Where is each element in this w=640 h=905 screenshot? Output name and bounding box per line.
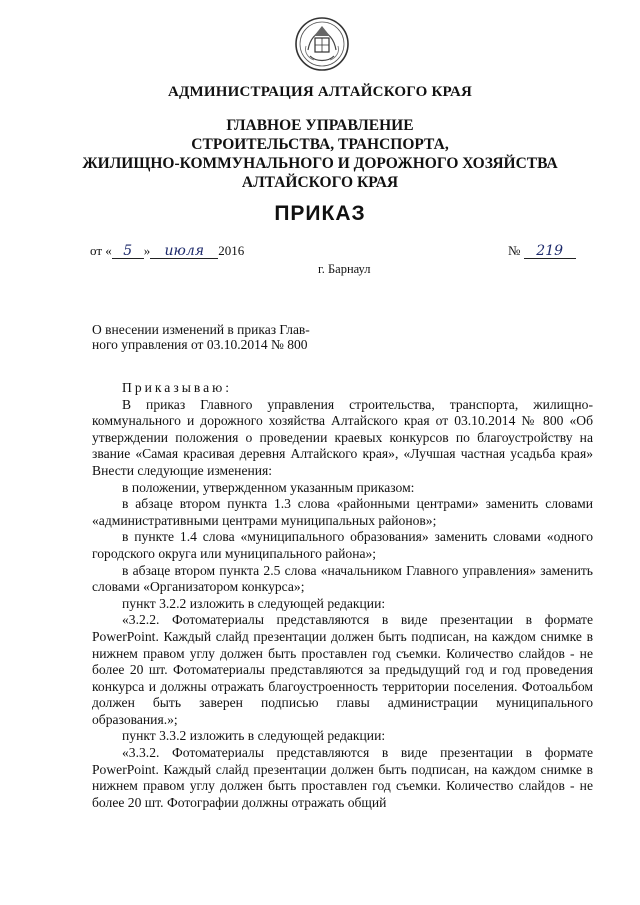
agency-name: АДМИНИСТРАЦИЯ АЛТАЙСКОГО КРАЯ [167,84,473,100]
body-paragraph: пункт 3.3.2 изложить в следующей редакции: [122,728,386,744]
order-date [90,243,244,259]
department-name [0,116,640,192]
order-number [508,243,576,259]
number-value: 219 [524,244,576,259]
date-mid: » [143,243,151,258]
number-prefix: № [508,243,521,258]
order-body [92,380,593,811]
department-line: ЖИЛИЩНО-КОММУНАЛЬНОГО И ДОРОЖНОГО ХОЗЯЙСТВА [82,155,558,172]
body-paragraph: в абзаце втором пункта 2.5 слова «начальником Главного управления» заменить словами «Организатором конкурса»; [92,562,593,595]
body-paragraph: «3.2.2. Фотоматериалы представляются в виде презентации в формате PowerPoint. Каждый слайд презентации должен быть подписан, на каждом снимке в нижнем правом углу должен быть проставлен год съемки. Количество слайдов - не более 20 шт. Фотоматериалы представляются за предыдущий год и год проведения конкурса и должны отражать благоустроенность территории поселения. Фотоальбом должен быть заверен подписью главы администрации муниципального образования.»; [92,612,593,727]
body-paragraph: в пункте 1.4 слова «муниципального образования» заменить словами «одного городского округа или муниципального района»; [92,529,593,561]
subject-line: ного управления от 03.10.2014 № 800 [92,337,308,352]
document-type-title: ПРИКАЗ [274,202,366,225]
department-line: СТРОИТЕЛЬСТВА, ТРАНСПОРТА, [191,136,449,153]
body-paragraph: в положении, утвержденном указанным приказом: [122,479,415,495]
body-paragraph: пункт 3.2.2 изложить в следующей редакции: [122,595,386,611]
department-line: ГЛАВНОЕ УПРАВЛЕНИЕ [226,117,414,134]
body-paragraph: в абзаце втором пункта 1.3 слова «районными центрами» заменить словами «административными центрами муниципальных районов»; [92,496,593,528]
coat-of-arms-icon [294,16,350,72]
body-paragraph: В приказ Главного управления строительства, транспорта, жилищно-коммунального и дорожного хозяйства Алтайского края от 03.10.2014 № 800 «Об утверждении положения о проведении краевых конкурсов по благоустройству на звание «Самая красивая деревня Алтайского края», «Лучшая частная усадьба края» Внести следующие изменения: [92,396,593,478]
body-paragraph: «3.3.2. Фотоматериалы представляются в виде презентации в формате PowerPoint. Каждый слайд презентации должен быть подписан, на каждом снимке в нижнем правом углу должен быть проставлен год съемки. Количество слайдов - не более 20 шт. Фотографии должны отражать общий [92,745,593,810]
city-name: г. Барнаул [318,262,371,276]
subject-line: О внесении изменений в приказ Глав- [92,322,310,337]
department-line: АЛТАЙСКОГО КРАЯ [241,174,399,191]
date-month: июля [150,244,218,259]
order-subject [92,322,372,352]
date-day: 5 [112,244,144,259]
order-command: Приказываю: [122,380,233,395]
date-prefix: от « [90,243,112,258]
date-year: 2016 [218,243,245,258]
